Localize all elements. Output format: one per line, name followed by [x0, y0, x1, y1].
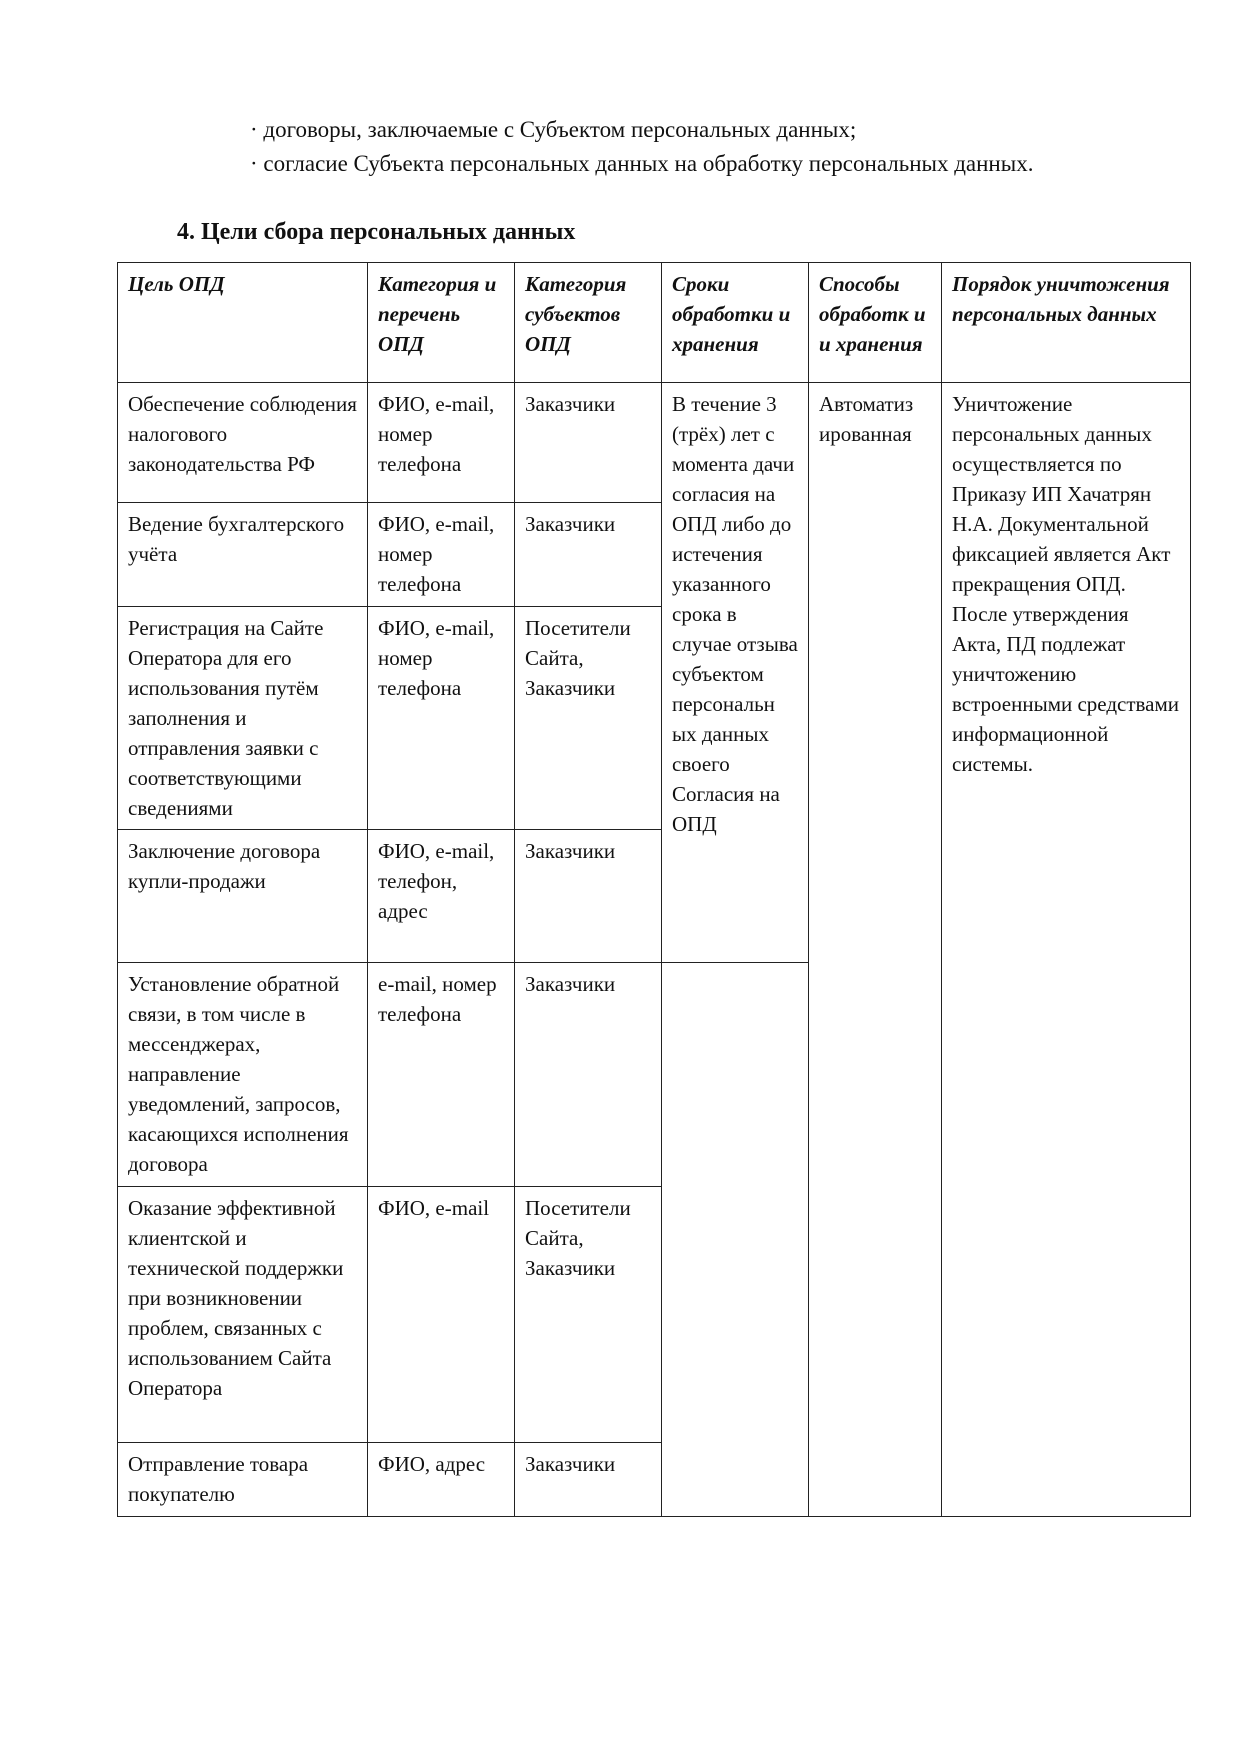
cell-terms: В течение 3 (трёх) лет с момента дачи согласия на ОПД либо до истечения указанного срока в случае отзыва субъектом персональн ых данных своего Согласия на ОПД [662, 383, 809, 963]
cell-data-categories: e-mail, номер телефона [368, 963, 515, 1187]
cell-purpose: Обеспечение соблюдения налогового законодательства РФ [118, 383, 368, 503]
cell-purpose: Заключение договора купли-продажи [118, 830, 368, 963]
table-row [118, 383, 1191, 503]
cell-purpose: Отправление товара покупателю [118, 1443, 368, 1517]
cell-subject-categories: Посетители Сайта, Заказчики [515, 607, 662, 830]
header-destruction: Порядок уничтожения персональных данных [942, 263, 1191, 383]
cell-subject-categories: Заказчики [515, 963, 662, 1187]
cell-terms-continued [662, 963, 809, 1517]
header-data-categories: Категория и перечень ОПД [368, 263, 515, 383]
cell-methods: Автоматиз ированная [809, 383, 942, 1517]
cell-data-categories: ФИО, e-mail, номер телефона [368, 383, 515, 503]
bullet-item-contracts: · договоры, заключаемые с Субъектом персональных данных; [250, 117, 857, 142]
bullet-item-consent: · согласие Субъекта персональных данных на обработку персональных данных. [250, 151, 1034, 176]
cell-subject-categories: Посетители Сайта, Заказчики [515, 1187, 662, 1443]
cell-subject-categories: Заказчики [515, 1443, 662, 1517]
header-purpose: Цель ОПД [118, 263, 368, 383]
cell-purpose: Установление обратной связи, в том числе в мессенджерах, направление уведомлений, запросов, касающихся исполнения договора [118, 963, 368, 1187]
cell-subject-categories: Заказчики [515, 383, 662, 503]
section-title: 4. Цели сбора персональных данных [177, 219, 576, 245]
cell-destruction: Уничтожение персональных данных осуществляется по Приказу ИП Хачатрян Н.А. Документальной фиксацией является Акт прекращения ОПД. После утверждения Акта, ПД подлежат уничтожению встроенными средствами информационной системы. [942, 383, 1191, 1517]
cell-data-categories: ФИО, e-mail, номер телефона [368, 503, 515, 607]
header-terms: Сроки обработки и хранения [662, 263, 809, 383]
cell-purpose: Ведение бухгалтерского учёта [118, 503, 368, 607]
cell-data-categories: ФИО, e-mail, телефон, адрес [368, 830, 515, 963]
cell-data-categories: ФИО, e-mail [368, 1187, 515, 1443]
table-header-row [118, 263, 1191, 383]
cell-data-categories: ФИО, e-mail, номер телефона [368, 607, 515, 830]
cell-subject-categories: Заказчики [515, 830, 662, 963]
cell-purpose: Оказание эффективной клиентской и технической поддержки при возникновении проблем, связанных с использованием Сайта Оператора [118, 1187, 368, 1443]
purposes-table [117, 262, 1191, 1517]
header-subject-categories: Категория субъектов ОПД [515, 263, 662, 383]
cell-purpose: Регистрация на Сайте Оператора для его использования путём заполнения и отправления заявки с соответствующими сведениями [118, 607, 368, 830]
basis-bullet-list [250, 113, 1210, 181]
cell-data-categories: ФИО, адрес [368, 1443, 515, 1517]
header-methods: Способы обработк и и хранения [809, 263, 942, 383]
cell-subject-categories: Заказчики [515, 503, 662, 607]
